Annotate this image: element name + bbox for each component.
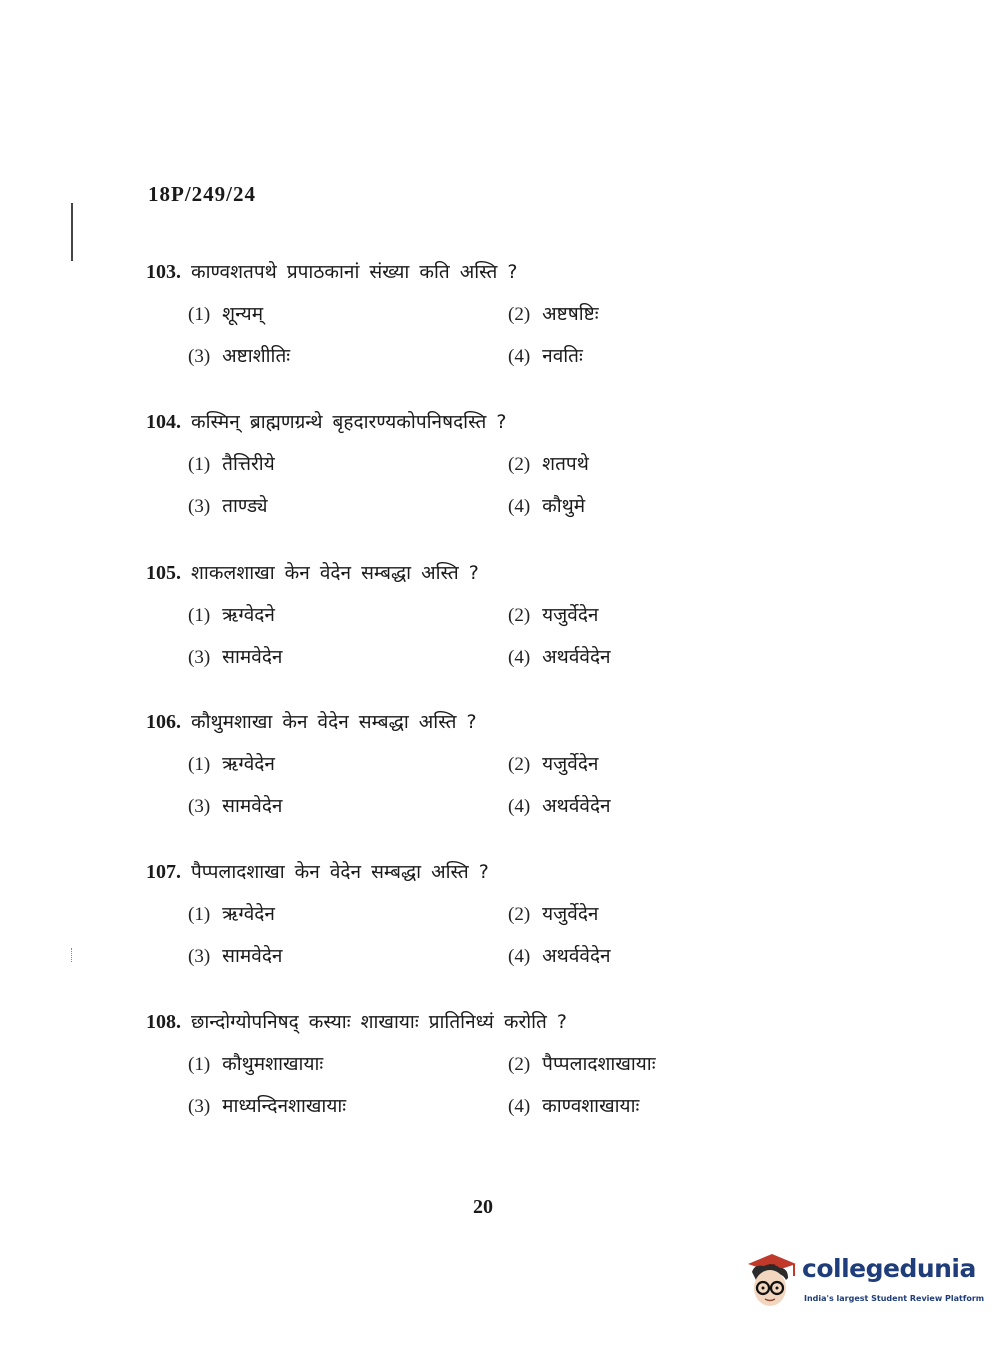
option-text: ऋग्वेदेन — [222, 903, 275, 925]
option-text: सामवेदेन — [222, 646, 283, 668]
page-code: 18P/249/24 — [148, 182, 256, 206]
option-text: अष्टाशीतिः — [222, 345, 291, 367]
option-3 — [188, 792, 508, 818]
question-text: कस्मिन् ब्राह्मणग्रन्थे बृहदारण्यकोपनिषदस्ति ? — [191, 411, 507, 433]
option-text: ऋग्वेदेन — [222, 753, 275, 775]
option-text: यजुर्वेदेन — [542, 604, 599, 626]
question-text: छान्दोग्योपनिषद् कस्याः शाखायाः प्रातिनिध्यं करोति ? — [191, 1011, 568, 1033]
margin-rule — [71, 203, 73, 261]
option-number: (4) — [508, 796, 531, 817]
margin-dots — [71, 948, 74, 962]
option-text: अथर्ववेदेन — [542, 646, 611, 668]
question-number: 106. — [146, 711, 181, 733]
option-4 — [508, 492, 808, 518]
mascot-icon — [742, 1250, 798, 1310]
question-number: 107. — [146, 861, 181, 883]
option-number: (3) — [188, 1096, 211, 1117]
option-text: नवतिः — [542, 345, 583, 367]
option-number: (1) — [188, 454, 211, 475]
option-number: (2) — [508, 304, 531, 325]
page-number: 20 — [473, 1196, 493, 1218]
option-number: (3) — [188, 346, 211, 367]
question-text: कौथुमशाखा केन वेदेन सम्बद्धा अस्ति ? — [191, 711, 477, 733]
option-number: (2) — [508, 605, 531, 626]
option-4 — [508, 1092, 808, 1118]
option-number: (4) — [508, 946, 531, 967]
option-1 — [188, 450, 508, 476]
option-text: कौथुमे — [542, 495, 586, 517]
option-number: (1) — [188, 1054, 211, 1075]
option-number: (4) — [508, 346, 531, 367]
question-103 — [146, 258, 866, 374]
option-number: (3) — [188, 647, 211, 668]
option-text: यजुर्वेदेन — [542, 753, 599, 775]
option-3 — [188, 1092, 508, 1118]
option-text: सामवेदेन — [222, 795, 283, 817]
option-text: शून्यम् — [222, 303, 264, 325]
question-text: शाकलशाखा केन वेदेन सम्बद्धा अस्ति ? — [191, 562, 479, 584]
option-text: अथर्ववेदेन — [542, 945, 611, 967]
question-107 — [146, 858, 866, 974]
option-text: ऋग्वेदने — [222, 604, 275, 626]
question-108 — [146, 1008, 866, 1124]
option-number: (3) — [188, 796, 211, 817]
option-text: अथर्ववेदेन — [542, 795, 611, 817]
option-number: (2) — [508, 754, 531, 775]
option-number: (1) — [188, 304, 211, 325]
option-1 — [188, 750, 508, 776]
question-text: पैप्पलादशाखा केन वेदेन सम्बद्धा अस्ति ? — [191, 861, 489, 883]
logo-tagline: India's largest Student Review Platform — [804, 1294, 985, 1303]
collegedunia-logo — [742, 1250, 985, 1312]
option-2 — [508, 601, 808, 627]
option-text: कौथुमशाखायाः — [222, 1053, 324, 1075]
question-number: 105. — [146, 562, 181, 584]
option-text: काण्वशाखायाः — [542, 1095, 640, 1117]
option-4 — [508, 792, 808, 818]
option-3 — [188, 492, 508, 518]
option-2 — [508, 300, 808, 326]
question-104 — [146, 408, 866, 524]
option-1 — [188, 601, 508, 627]
option-number: (2) — [508, 454, 531, 475]
option-number: (4) — [508, 496, 531, 517]
option-2 — [508, 1050, 808, 1076]
question-number: 108. — [146, 1011, 181, 1033]
option-number: (1) — [188, 754, 211, 775]
option-text: तैत्तिरीये — [222, 453, 275, 475]
option-number: (4) — [508, 1096, 531, 1117]
option-number: (1) — [188, 605, 211, 626]
option-text: ताण्ड्ये — [222, 495, 268, 517]
option-1 — [188, 1050, 508, 1076]
option-3 — [188, 942, 508, 968]
option-text: माध्यन्दिनशाखायाः — [222, 1095, 347, 1117]
option-number: (2) — [508, 904, 531, 925]
option-text: पैप्पलादशाखायाः — [542, 1053, 656, 1075]
option-number: (4) — [508, 647, 531, 668]
question-text: काण्वशतपथे प्रपाठकानां संख्या कति अस्ति ? — [191, 261, 518, 283]
option-4 — [508, 942, 808, 968]
question-105 — [146, 559, 866, 675]
option-text: अष्टषष्टिः — [542, 303, 599, 325]
option-1 — [188, 300, 508, 326]
option-4 — [508, 342, 808, 368]
question-number: 104. — [146, 411, 181, 433]
option-2 — [508, 450, 808, 476]
option-2 — [508, 750, 808, 776]
question-106 — [146, 708, 866, 824]
option-2 — [508, 900, 808, 926]
option-number: (1) — [188, 904, 211, 925]
option-3 — [188, 342, 508, 368]
option-number: (2) — [508, 1054, 531, 1075]
question-number: 103. — [146, 261, 181, 283]
option-text: यजुर्वेदेन — [542, 903, 599, 925]
option-number: (3) — [188, 496, 211, 517]
option-text: सामवेदेन — [222, 945, 283, 967]
option-number: (3) — [188, 946, 211, 967]
option-3 — [188, 643, 508, 669]
option-text: शतपथे — [542, 453, 589, 475]
option-4 — [508, 643, 808, 669]
logo-brand: collegedunia — [802, 1254, 976, 1283]
option-1 — [188, 900, 508, 926]
